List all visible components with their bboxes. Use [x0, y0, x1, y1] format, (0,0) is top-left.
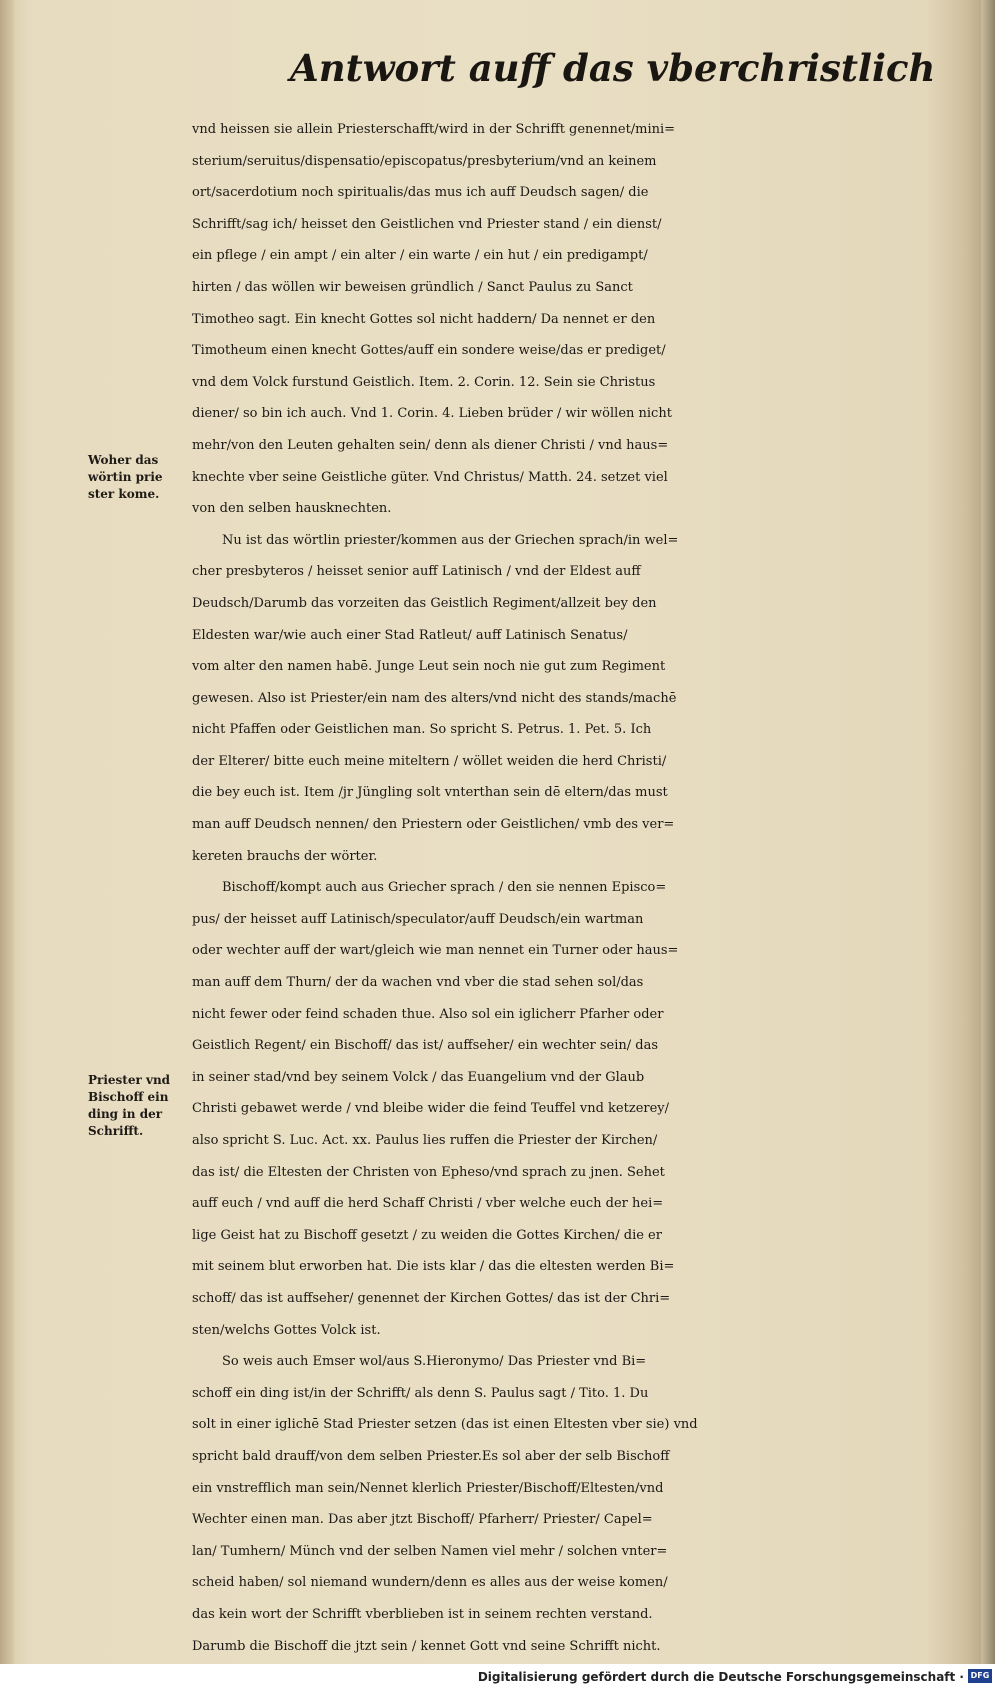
margin-note-line: wörtin prie	[88, 470, 163, 484]
text-line: auff euch / vnd auff die herd Schaff Christi / vber welche euch der hei=	[192, 1196, 664, 1212]
text-line: Geistlich Regent/ ein Bischoff/ das ist/ auffseher/ ein wechter sein/ das	[192, 1038, 659, 1054]
text-line: die bey euch ist. Item /jr Jüngling solt vnterthan sein dē eltern/das must	[192, 785, 668, 801]
text-line: spricht bald drauff/von dem selben Priester.Es sol aber der selb Bischoff	[192, 1448, 670, 1464]
margin-note-line: Schrifft.	[88, 1124, 144, 1138]
text-line: Darumb die Bischoff die jtzt sein / kennet Gott vnd seine Schrifft nicht.	[192, 1638, 661, 1654]
text-line: cher presbyteros / heisset senior auff Latinisch / vnd der Eldest auff	[192, 564, 641, 580]
dfg-logo-icon: DFG	[968, 1669, 992, 1683]
text-line: also spricht S. Luc. Act. xx. Paulus lies ruffen die Priester der Kirchen/	[192, 1133, 658, 1148]
margin-note-priester-origin	[88, 452, 192, 503]
text-line: ein pflege / ein ampt / ein alter / ein warte / ein hut / ein predigampt/	[192, 248, 648, 264]
text-line: vnd heissen sie allein Priesterschafft/wird in der Schrifft genennet/mini=	[192, 122, 676, 137]
text-line: Timotheum einen knecht Gottes/auff ein sondere weise/das er prediget/	[192, 343, 666, 359]
text-line: lan/ Tumhern/ Münch vnd der selben Namen viel mehr / solchen vnter=	[192, 1543, 668, 1559]
footer-credit: Digitalisierung gefördert durch die Deutsche Forschungsgemeinschaft ·	[477, 1670, 964, 1684]
text-line: solt in einer iglichē Stad Priester setzen (das ist einen Eltesten vber sie) vnd	[192, 1417, 698, 1433]
text-line: So weis auch Emser wol/aus S.Hieronymo/ Das Priester vnd Bi=	[222, 1354, 647, 1370]
text-line: ein vnstrefflich man sein/Nennet klerlich Priester/Bischoff/Eltesten/vnd	[192, 1480, 664, 1496]
text-line: scheid haben/ sol niemand wundern/denn es alles aus der weise komen/	[192, 1575, 668, 1591]
page-gutter-shadow	[981, 0, 995, 1664]
text-line: oder wechter auff der wart/gleich wie man nennet ein Turner oder haus=	[192, 943, 679, 959]
text-line: vnd dem Volck furstund Geistlich. Item. 2. Corin. 12. Sein sie Christus	[192, 374, 656, 390]
text-line: mehr/von den Leuten gehalten sein/ denn als diener Christi / vnd haus=	[192, 437, 669, 453]
text-line: lige Geist hat zu Bischoff gesetzt / zu weiden die Gottes Kirchen/ die er	[192, 1227, 662, 1243]
text-line: Deudsch/Darumb das vorzeiten das Geistlich Regiment/allzeit bey den	[192, 595, 657, 611]
text-line: ort/sacerdotium noch spiritualis/das mus ich auff Deudsch sagen/ die	[192, 185, 649, 201]
text-line: sterium/seruitus/dispensatio/episcopatus/presbyterium/vnd an keinem	[192, 153, 657, 169]
page-left-edge	[0, 0, 14, 1664]
text-line: in seiner stad/vnd bey seinem Volck / das Euangelium vnd der Glaub	[192, 1069, 645, 1085]
margin-note-priester-bischoff	[88, 1072, 192, 1140]
text-line: das ist/ die Eltesten der Christen von Epheso/vnd sprach zu jnen. Sehet	[192, 1164, 665, 1180]
margin-note-line: ster kome.	[88, 487, 160, 501]
text-line: Schrifft/sag ich/ heisset den Geistlichen vnd Priester stand / ein dienst/	[192, 216, 662, 232]
text-line: gewesen. Also ist Priester/ein nam des alters/vnd nicht des stands/machē	[192, 690, 677, 706]
text-line: das kein wort der Schrifft vberblieben ist in seinem rechten verstand.	[192, 1606, 653, 1622]
text-line: kereten brauchs der wörter.	[192, 848, 378, 864]
text-line: schoff ein ding ist/in der Schrifft/ als denn S. Paulus sagt / Tito. 1. Du	[192, 1385, 649, 1401]
text-line: mit seinem blut erworben hat. Die ists klar / das die eltesten werden Bi=	[192, 1259, 675, 1275]
text-line: Eldesten war/wie auch einer Stad Ratleut/ auff Latinisch Senatus/	[192, 627, 628, 643]
text-line: nicht fewer oder feind schaden thue. Also sol ein iglicherr Pfarher oder	[192, 1006, 664, 1022]
text-line: man auff Deudsch nennen/ den Priestern oder Geistlichen/ vmb des ver=	[192, 817, 675, 833]
text-line: Bischoff/kompt auch aus Griecher sprach / den sie nennen Episco=	[222, 880, 667, 896]
margin-note-line: Bischoff ein	[88, 1090, 169, 1104]
text-line: knechte vber seine Geistliche güter. Vnd Christus/ Matth. 24. setzet viel	[192, 469, 668, 485]
margin-note-line: Woher das	[88, 453, 159, 467]
running-header: Antwort auff das vberchristlich	[290, 46, 936, 90]
text-line: Wechter einen man. Das aber jtzt Bischoff/ Pfarherr/ Priester/ Capel=	[192, 1512, 653, 1528]
text-line: Nu ist das wörtlin priester/kommen aus der Griechen sprach/in wel=	[222, 532, 679, 548]
text-line: man auff dem Thurn/ der da wachen vnd vber die stad sehen sol/das	[192, 975, 644, 991]
margin-note-line: ding in der	[88, 1107, 163, 1121]
body-text	[192, 114, 952, 1664]
text-line: Christi gebawet werde / vnd bleibe wider die feind Teuffel vnd ketzerey/	[192, 1101, 670, 1117]
text-line: vom alter den namen habē. Junge Leut sein noch nie gut zum Regiment	[192, 659, 666, 675]
text-line: Timotheo sagt. Ein knecht Gottes sol nicht haddern/ Da nennet er den	[192, 311, 656, 327]
text-line: sten/welchs Gottes Volck ist.	[192, 1322, 381, 1338]
text-line: pus/ der heisset auff Latinisch/speculator/auff Deudsch/ein wartman	[192, 911, 644, 927]
text-line: von den selben hausknechten.	[192, 501, 392, 517]
text-line: nicht Pfaffen oder Geistlichen man. So spricht S. Petrus. 1. Pet. 5. Ich	[192, 722, 652, 738]
text-line: diener/ so bin ich auch. Vnd 1. Corin. 4. Lieben brüder / wir wöllen nicht	[192, 406, 672, 422]
text-line: der Elterer/ bitte euch meine miteltern / wöllet weiden die herd Christi/	[192, 753, 667, 769]
margin-note-line: Priester vnd	[88, 1073, 171, 1087]
text-line: hirten / das wöllen wir beweisen gründlich / Sanct Paulus zu Sanct	[192, 279, 633, 295]
text-line: schoff/ das ist auffseher/ genennet der Kirchen Gottes/ das ist der Chri=	[192, 1290, 671, 1306]
